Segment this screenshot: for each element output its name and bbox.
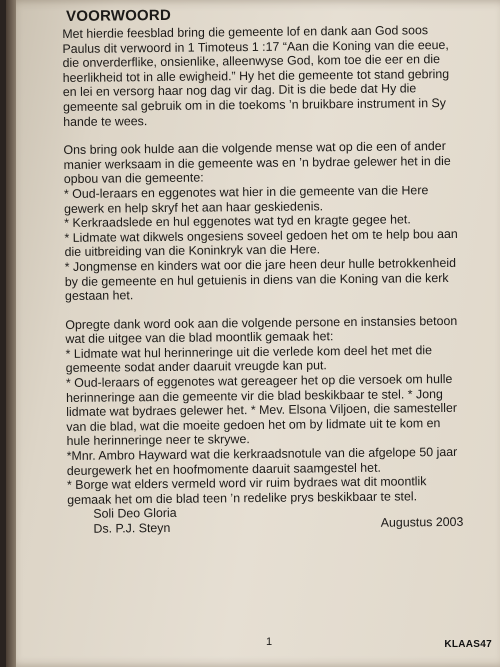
tribute-item: * Kerkraadslede en hul eggenotes wat tyd en kragte gegee het. [64, 212, 411, 231]
thanks-item: * Borge wat elders vermeld word vir ruim bydraes wat dit moontlik gemaak het om die blad teen ’n redelike prys beskikbaar te stel. [66, 474, 427, 507]
document-body [62, 4, 468, 537]
thanks-item: * Oud-leraars of eggenotes wat gereageer het op die versoek om hulle herinneringe aan die gemeente vir die blad beskikbaar te stel. * Jong lidmate wat bydraes gelewer het. * Mev. Elsona Viljoen, die samesteller van die blad, wat die moeite gedoen het om by lidmate uit te kom en hule herinneringe neer te skrywe. [65, 371, 458, 449]
document-title: VOORWOORD [65, 6, 172, 25]
tribute-intro: Ons bring ook hulde aan die volgende mense wat op die een of ander manier werksaam in die gemeente was en ’n bydrae gelewer het in die opbou van die gemeente: [63, 139, 451, 187]
thanks-item: *Mnr. Ambro Hayward wat die kerkraadsnotule van die afgelope 50 jaar deurgewerk het en hoofmomente daaruit saamgestel het. [66, 444, 458, 478]
tribute-item: * Oud-leraars en eggenotes wat hier in die gemeente van die Here gewerk en help skryf het aan haar geskiedenis. [63, 183, 429, 216]
book-spine [6, 0, 16, 667]
signature-block [67, 503, 467, 536]
thanks-section [65, 313, 467, 507]
document-page [6, 0, 500, 667]
tribute-section [63, 139, 465, 304]
watermark-label: KLAAS47 [444, 639, 492, 650]
tribute-item: * Jongmense en kinders wat oor die jare heen deur hulle betrokkenheid by die gemeente en hul getuienis in diens van die Koning van die kerk gestaan het. [64, 255, 457, 304]
thanks-intro: Opregte dank word ook aan die volgende persone en instansies betoon wat die uitgee van die blad moontlik gemaak het: [65, 313, 458, 347]
closing-phrase: Soli Deo Gloria [93, 506, 177, 522]
author-signature: Ds. P.J. Steyn [93, 520, 171, 536]
page-number: 1 [266, 636, 273, 648]
tribute-item: * Lidmate wat dikwels ongesiens soveel gedoen het om te help bou aan die uitbreiding van die Koninkryk van die Here. [64, 226, 458, 260]
paragraph-intro: Met hierdie feesblad bring die gemeente lof en dank aan God soos Paulus dit verwoord in 1 Timoteus 1 :17 “Aan die Koning van die eeue, die onverderflike, onsienlike, alleenwyse God, kom toe die eer en die heerlikheid tot in alle ewigheid.” Hy het die gemeente tot stand gebring en lei en versorg haar nog dag vir dag. Dit is die bede dat Hy die gemeente sal gebruik om in die toekoms ’n bruikbare instrument in Sy hande te wees. [62, 23, 450, 129]
document-date: Augustus 2003 [380, 515, 464, 531]
thanks-item: * Lidmate wat hul herinneringe uit die verlede kom deel het met die gemeente sodat ander daaruit vreugde kan put. [65, 343, 433, 376]
